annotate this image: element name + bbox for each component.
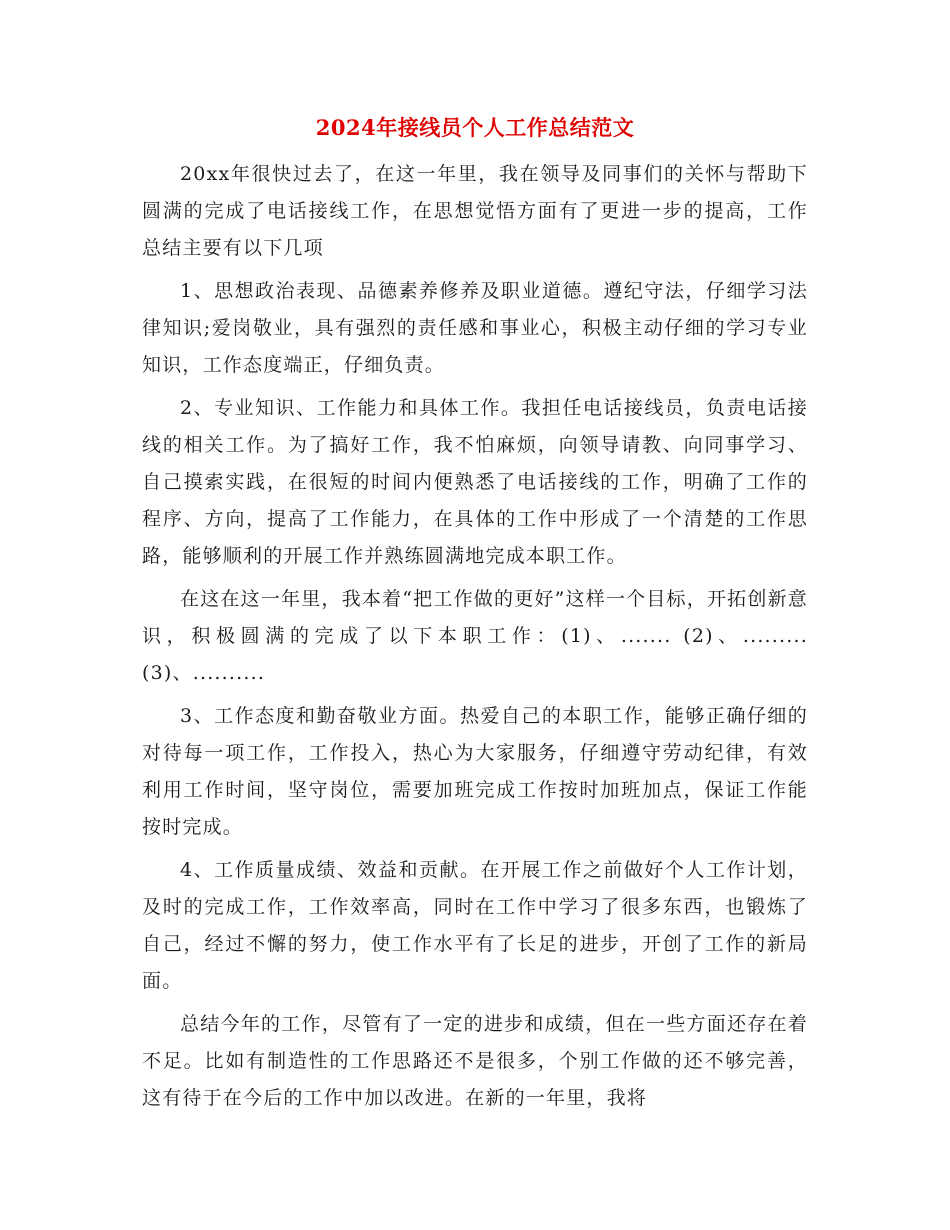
paragraph-item-4: 4、工作质量成绩、效益和贡献。在开展工作之前做好个人工作计划，及时的完成工作，工作效率高，同时在工作中学习了很多东西，也锻炼了自己，经过不懈的努力，使工作水平有了长足的进步，开创了工作的新局面。 bbox=[142, 859, 808, 992]
paragraph-intro: 20xx年很快过去了，在这一年里，我在领导及同事们的关怀与帮助下圆满的完成了电话接线工作，在思想觉悟方面有了更进一步的提高，工作总结主要有以下几项 bbox=[142, 163, 808, 259]
document-title: 2024年接线员个人工作总结范文 bbox=[315, 115, 635, 140]
paragraph-item-1: 1、思想政治表现、品德素养修养及职业道德。遵纪守法，仔细学习法律知识;爱岗敬业，具有强烈的责任感和事业心，积极主动仔细的学习专业知识，工作态度端正，仔细负责。 bbox=[142, 280, 808, 376]
paragraph-item-2: 2、专业知识、工作能力和具体工作。我担任电话接线员，负责电话接线的相关工作。为了搞好工作，我不怕麻烦，向领导请教、向同事学习、自己摸索实践，在很短的时间内便熟悉了电话接线的工作，明确了工作的程序、方向，提高了工作能力，在具体的工作中形成了一个清楚的工作思路，能够顺利的开展工作并熟练圆满地完成本职工作。 bbox=[142, 397, 808, 567]
paragraph-item-3: 3、工作态度和勤奋敬业方面。热爱自己的本职工作，能够正确仔细的对待每一项工作，工作投入，热心为大家服务，仔细遵守劳动纪律，有效利用工作时间，坚守岗位，需要加班完成工作按时加班加点，保证工作能按时完成。 bbox=[142, 705, 808, 838]
document-body bbox=[142, 156, 808, 1123]
paragraph-goal: 在这在这一年里，我本着“把工作做的更好”这样一个目标，开拓创新意识，积极圆满的完成了以下本职工作：(1)、....... (2)、......... (3)、.......... bbox=[142, 588, 808, 684]
paragraph-summary: 总结今年的工作，尽管有了一定的进步和成绩，但在一些方面还存在着不足。比如有制造性的工作思路还不是很多，个别工作做的还不够完善，这有待于在今后的工作中加以改进。在新的一年里，我将 bbox=[142, 1013, 808, 1109]
